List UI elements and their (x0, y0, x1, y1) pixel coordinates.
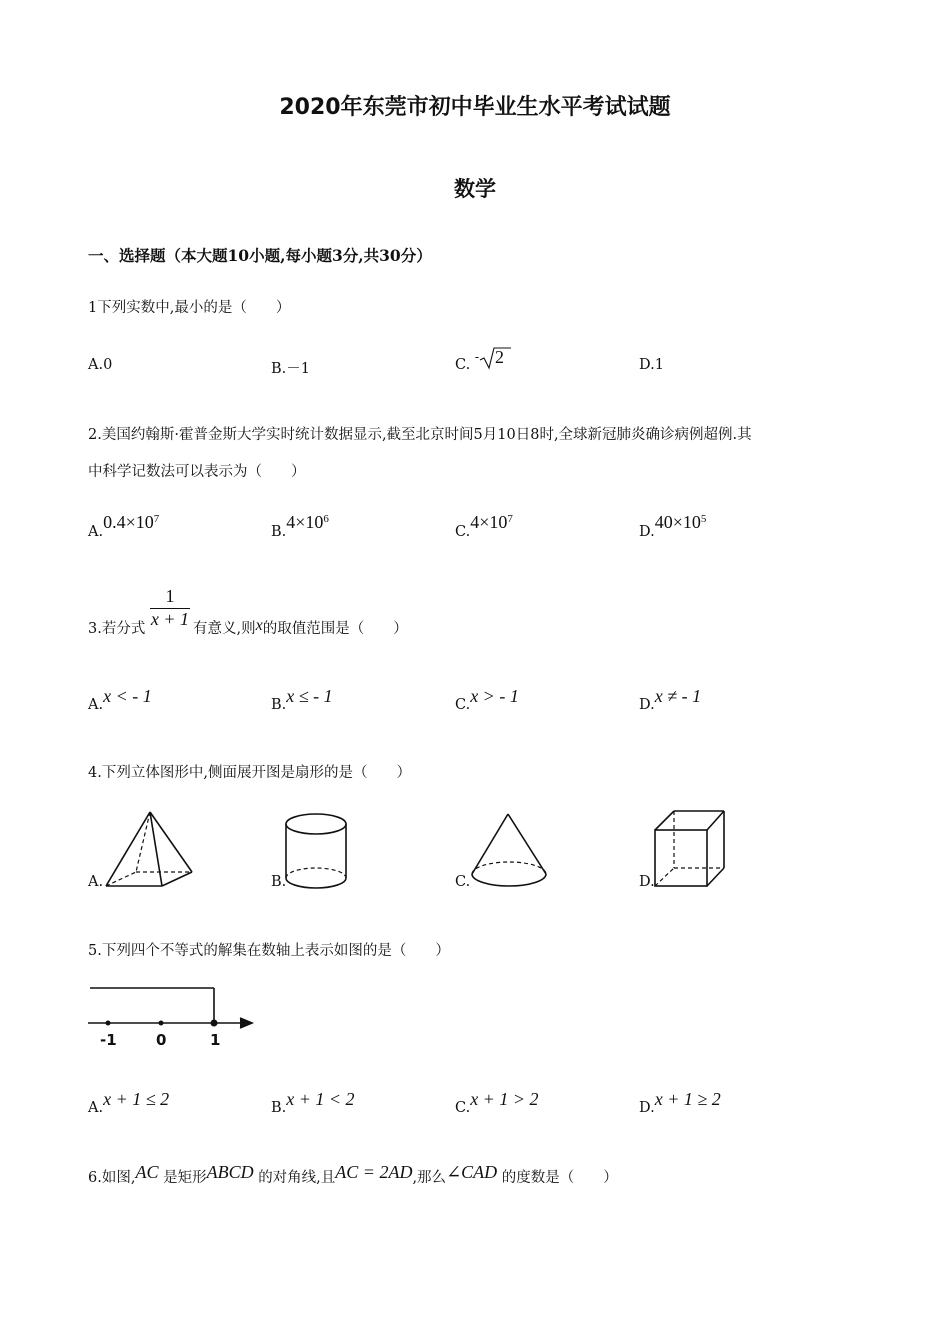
q1-option-c-radicand: 2 (495, 347, 504, 367)
q2-option-b (271, 512, 329, 540)
q5-option-d (639, 1089, 721, 1116)
cube-figure (650, 806, 730, 892)
q1-option-b: B.－1 (271, 361, 310, 377)
q2-option-b-label: B. (271, 524, 287, 540)
q1-stem: 1下列实数中,最小的是（ ） (88, 300, 291, 316)
q6-abcd: ABCD (206, 1162, 254, 1182)
q3-option-d-expr: x ≠ - 1 (654, 686, 702, 706)
q2-stem-line1: 2.美国约翰斯·霍普金斯大学实时统计数据显示,截至北京时间5月10日8时,全球新冠肺炎确诊病例超例.其 (88, 427, 752, 443)
q4-stem: 4.下列立体图形中,侧面展开图是扇形的是（ ） (88, 765, 411, 781)
q3-var: x (255, 617, 263, 634)
q6-eq: AC = 2AD (335, 1162, 413, 1182)
q3-option-d-label: D. (639, 697, 655, 713)
q2-option-c-exp: 7 (507, 513, 513, 526)
fraction-numerator: 1 (150, 586, 190, 609)
q3-stem-suffix: 的取值范围是（ ） (262, 621, 408, 637)
q5-stem: 5.下列四个不等式的解集在数轴上表示如图的是（ ） (88, 943, 450, 959)
q4-option-c: C. (455, 874, 471, 890)
axis-label-1: 1 (210, 1031, 221, 1049)
q5-option-c-label: C. (455, 1100, 471, 1116)
axis-label-0: 0 (156, 1031, 167, 1049)
cone-figure (468, 810, 552, 892)
fraction-denominator (150, 609, 190, 630)
subject-title: 数学 (454, 177, 496, 201)
q2-option-d-base: 40×10 (654, 512, 701, 532)
q5-option-d-expr: x + 1 ≥ 2 (654, 1089, 721, 1109)
q5-option-b-label: B. (271, 1100, 287, 1116)
q6-stem-suffix: 的度数是（ ） (501, 1170, 618, 1186)
q4-option-a: A. (88, 874, 104, 890)
q3-option-a-expr: x < - 1 (103, 686, 152, 706)
q6-stem-prefix: 6.如图, (88, 1170, 136, 1186)
q2-stem-line2: 中科学记数法可以表示为（ ） (88, 464, 306, 480)
q3-option-a (88, 686, 152, 713)
q2-option-d-label: D. (639, 524, 655, 540)
q4-option-b: B. (271, 874, 287, 890)
q3-option-c (455, 686, 519, 713)
q3-option-c-label: C. (455, 697, 471, 713)
q3-option-b-expr: x ≤ - 1 (286, 686, 333, 706)
q2-option-d-exp: 5 (700, 513, 707, 526)
q1-option-c-minus: - (474, 350, 480, 365)
fraction (150, 586, 190, 630)
q6-stem (88, 1162, 618, 1188)
q3-option-c-expr: x > - 1 (470, 686, 519, 706)
q5-option-b-expr: x + 1 < 2 (286, 1089, 355, 1109)
q5-option-d-label: D. (639, 1100, 655, 1116)
q2-option-a-label: A. (88, 524, 104, 540)
q3-option-b (271, 686, 333, 713)
q6-ac: AC (135, 1162, 159, 1182)
q6-angle: ∠CAD (446, 1162, 498, 1182)
q5-option-c (455, 1089, 539, 1116)
q1-option-d: D.1 (639, 357, 664, 373)
q3-option-a-label: A. (88, 697, 104, 713)
fraction-denominator-text: x + 1 (150, 609, 190, 629)
q6-stem-c: ,那么 (412, 1170, 447, 1186)
q2-option-d (639, 512, 707, 540)
q6-stem-a: 是矩形 (163, 1170, 207, 1186)
q1-option-a: A.0 (88, 357, 113, 373)
cylinder-figure (282, 810, 352, 892)
q5-option-a-expr: x + 1 ≤ 2 (103, 1089, 170, 1109)
q2-option-b-base: 4×10 (286, 512, 324, 532)
q3-option-b-label: B. (271, 697, 287, 713)
q4-option-d: D. (639, 874, 655, 890)
q5-option-b (271, 1089, 355, 1116)
number-line (86, 982, 266, 1054)
q2-option-c-label: C. (455, 524, 471, 540)
q1-option-c-label: C. (455, 357, 471, 373)
pyramid-figure (100, 808, 200, 892)
axis-label-neg1: -1 (100, 1031, 117, 1049)
q6-stem-b: 的对角线,且 (258, 1170, 336, 1186)
q1-option-c (455, 350, 480, 373)
q5-option-c-expr: x + 1 > 2 (470, 1089, 539, 1109)
q3-stem-prefix: 3.若分式 (88, 621, 146, 637)
exam-title: 2020年东莞市初中毕业生水平考试试题 (279, 95, 671, 120)
q2-option-c (455, 512, 513, 540)
q5-option-a-label: A. (88, 1100, 104, 1116)
q3-stem-mid (193, 619, 408, 639)
q2-option-c-base: 4×10 (470, 512, 508, 532)
q3-option-d (639, 686, 702, 713)
q2-option-a-exp: 7 (153, 513, 160, 526)
q3-stem-mid-text: 有意义,则 (193, 621, 256, 637)
q2-option-a-base: 0.4×10 (103, 512, 154, 532)
q2-option-b-exp: 6 (323, 513, 329, 526)
section-heading: 一、选择题（本大题10小题,每小题3分,共30分） (88, 246, 432, 265)
q5-option-a (88, 1089, 170, 1116)
q2-option-a (88, 512, 160, 540)
